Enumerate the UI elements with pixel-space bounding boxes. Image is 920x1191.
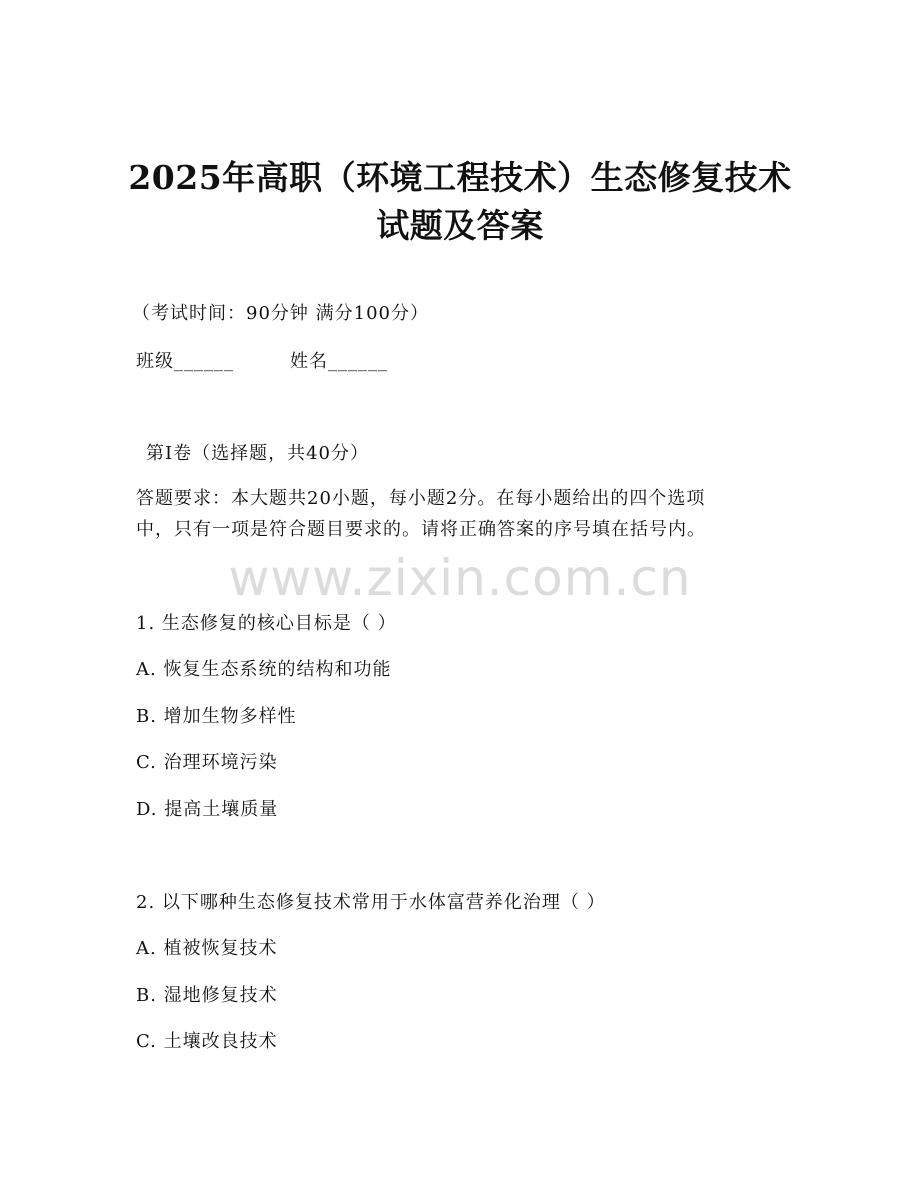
question-1-option-d: D. 提高土壤质量: [136, 799, 279, 820]
class-field: 班级______: [136, 351, 234, 372]
question-2-option-b: B. 湿地修复技术: [136, 985, 278, 1006]
instructions-line2: 中，只有一项是符合题目要求的。请将正确答案的序号填在括号内。: [136, 519, 706, 540]
watermark: www.zixin.com.cn: [228, 549, 692, 607]
section-title: 第Ⅰ卷（选择题，共40分）: [146, 443, 370, 464]
exam-info: （考试时间：90分钟 满分100分）: [132, 303, 429, 324]
instructions-line1: 答题要求：本大题共20小题，每小题2分。在每小题给出的四个选项: [136, 488, 706, 509]
question-1-option-b: B. 增加生物多样性: [136, 706, 297, 727]
question-1-option-c: C. 治理环境污染: [136, 752, 278, 773]
question-2-option-a: A. 植被恢复技术: [136, 938, 278, 959]
question-2-option-c: C. 土壤改良技术: [136, 1031, 278, 1052]
document-title-line1: 2025年高职（环境工程技术）生态修复技术: [128, 158, 792, 197]
question-1-option-a: A. 恢复生态系统的结构和功能: [136, 659, 392, 680]
name-field: 姓名______: [290, 351, 388, 372]
question-1-stem: 1. 生态修复的核心目标是（ ）: [136, 613, 397, 634]
class-name-row: [136, 350, 388, 374]
question-2-stem: 2. 以下哪种生态修复技术常用于水体富营养化治理（ ）: [136, 892, 606, 913]
document-title-line2: 试题及答案: [376, 206, 544, 245]
